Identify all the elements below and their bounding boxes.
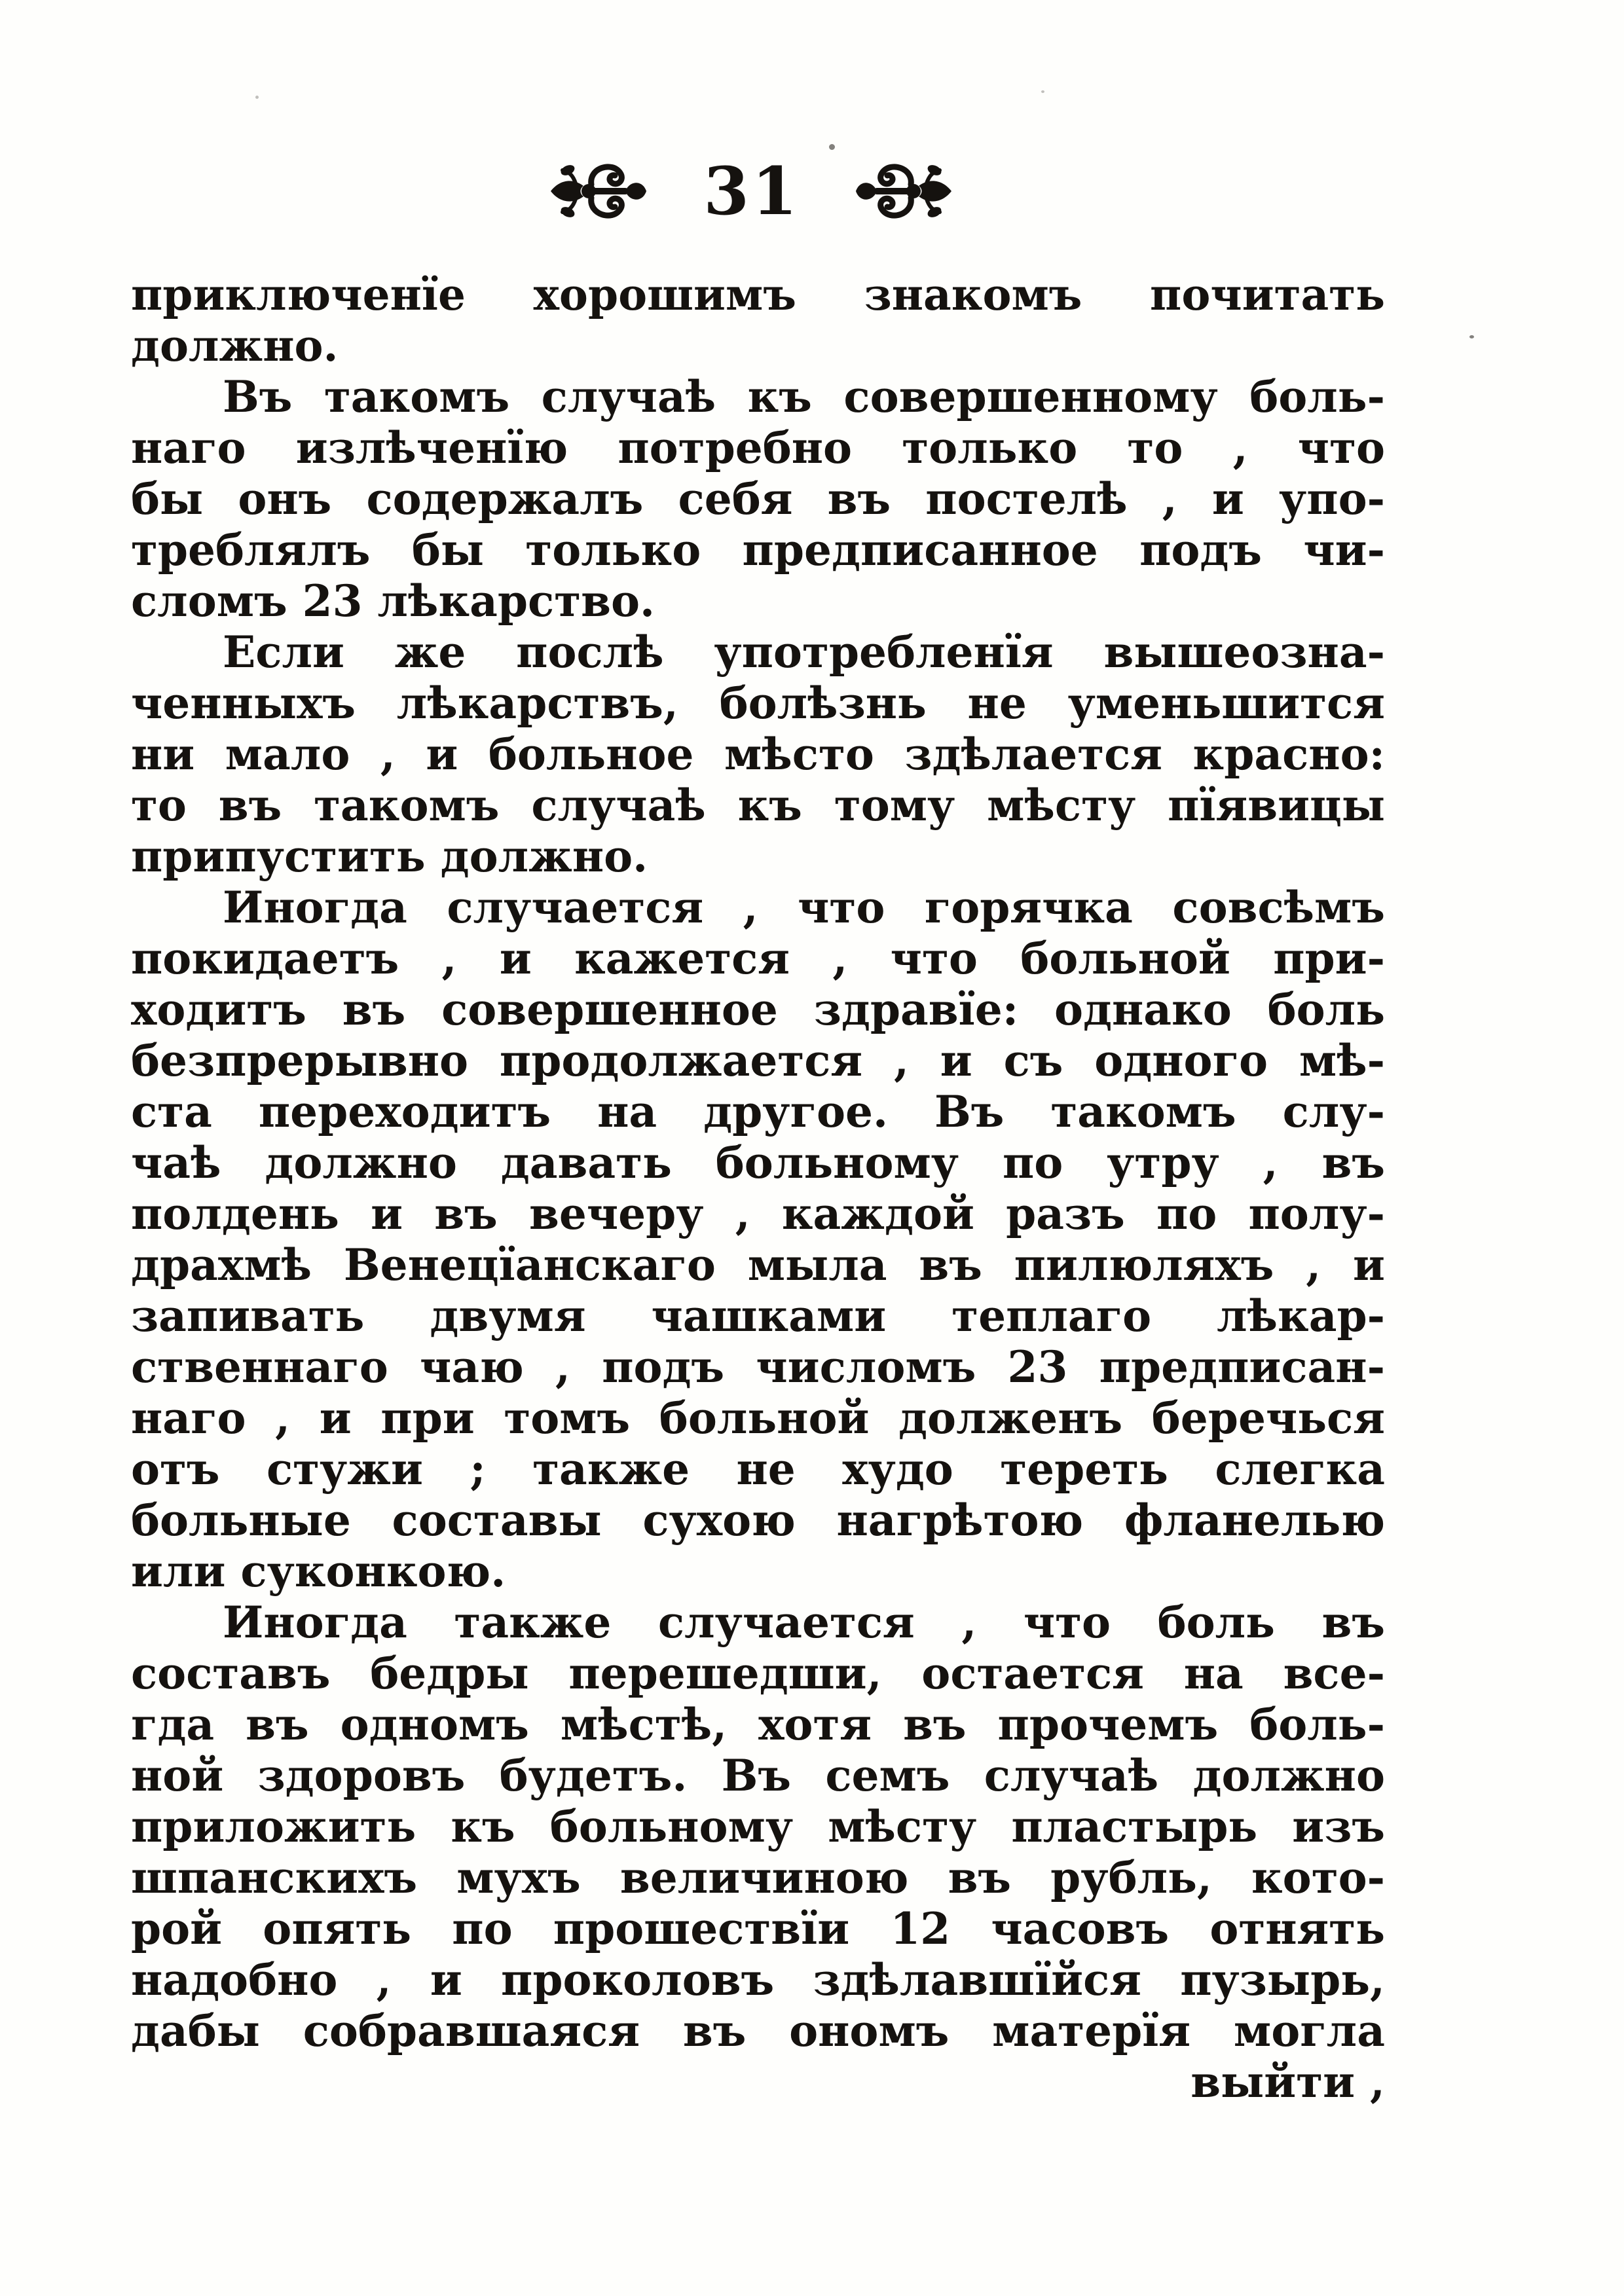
text-line: треблялъ бы только предписанное подъ чи- — [131, 524, 1385, 575]
paragraph-first-line: Иногда случается , что горячка совсѣмъ — [223, 882, 1385, 933]
paragraph-last-line: сломъ 23 лѣкарство. — [131, 575, 655, 627]
text-line: безпрерывно продолжается , и съ одного мѣ- — [131, 1035, 1385, 1086]
paragraph-last-line: припустить должно. — [131, 831, 648, 882]
text-line: составъ бедры перешедши, остается на все- — [131, 1648, 1385, 1699]
catchword: выйти , — [1190, 2056, 1385, 2107]
text-line: покидаетъ , и кажется , что больной при- — [131, 933, 1385, 984]
text-line: запивать двумя чашками теплаго лѣкар- — [131, 1290, 1385, 1341]
paragraph-first-line: Иногда также случается , что боль въ — [223, 1597, 1385, 1648]
text-line: рой опять по прошествїи 12 часовъ отнять — [131, 1903, 1385, 1954]
text-line: ственнаго чаю , подъ числомъ 23 предписан- — [131, 1341, 1385, 1393]
right-fleuron-icon — [854, 157, 953, 225]
text-line: ста переходитъ на другое. Въ такомъ слу- — [131, 1086, 1385, 1137]
text-line: то въ такомъ случаѣ къ тому мѣсту пїявицы — [131, 780, 1385, 831]
text-line: ходитъ въ совершенное здравїе: однако боль — [131, 984, 1385, 1035]
paragraph-first-line: Въ такомъ случаѣ къ совершенному боль- — [223, 371, 1385, 422]
text-line: ной здоровъ будетъ. Въ семъ случаѣ должно — [131, 1750, 1385, 1801]
text-line: полдень и въ вечеру , каждой разъ по полу- — [131, 1188, 1385, 1239]
text-line: чаѣ должно давать больному по утру , въ — [131, 1137, 1385, 1188]
text-line: ченныхъ лѣкарствъ, болѣзнь не уменьшится — [131, 678, 1385, 729]
paragraph-last-line: должно. — [131, 320, 339, 371]
text-line: приключенїе хорошимъ знакомъ почитать — [131, 269, 1385, 320]
paragraph-first-line: Если же послѣ употребленїя вышеозна- — [223, 627, 1385, 678]
text-line: гда въ одномъ мѣстѣ, хотя въ прочемъ боль- — [131, 1699, 1385, 1750]
page-number: 31 — [703, 153, 800, 230]
page-text — [131, 269, 1385, 2107]
paragraph-last-line: или суконкою. — [131, 1546, 506, 1597]
left-fleuron-icon — [549, 157, 648, 225]
text-line: дабы собравшаяся въ ономъ матерїя могла — [131, 2005, 1385, 2056]
text-line: драхмѣ Венецїанскаго мыла въ пилюляхъ , и — [131, 1239, 1385, 1290]
text-line: наго , и при томъ больной долженъ беречься — [131, 1393, 1385, 1444]
text-line: больные составы сухою нагрѣтою фланелью — [131, 1495, 1385, 1546]
running-header — [0, 0, 1624, 262]
text-line: ни мало , и больное мѣсто здѣлается красно: — [131, 729, 1385, 780]
text-line: шпанскихъ мухъ величиною въ рубль, кото- — [131, 1852, 1385, 1903]
paper-speck — [1469, 335, 1474, 338]
text-line: приложить къ больному мѣсту пластырь изъ — [131, 1801, 1385, 1852]
text-line: надобно , и проколовъ здѣлавшїйся пузырь, — [131, 1954, 1385, 2005]
text-line: отъ стужи ; также не худо тереть слегка — [131, 1444, 1385, 1495]
text-line: бы онъ содержалъ себя въ постелѣ , и упо- — [131, 473, 1385, 524]
text-line: наго излѣченїю потребно только то , что — [131, 422, 1385, 473]
